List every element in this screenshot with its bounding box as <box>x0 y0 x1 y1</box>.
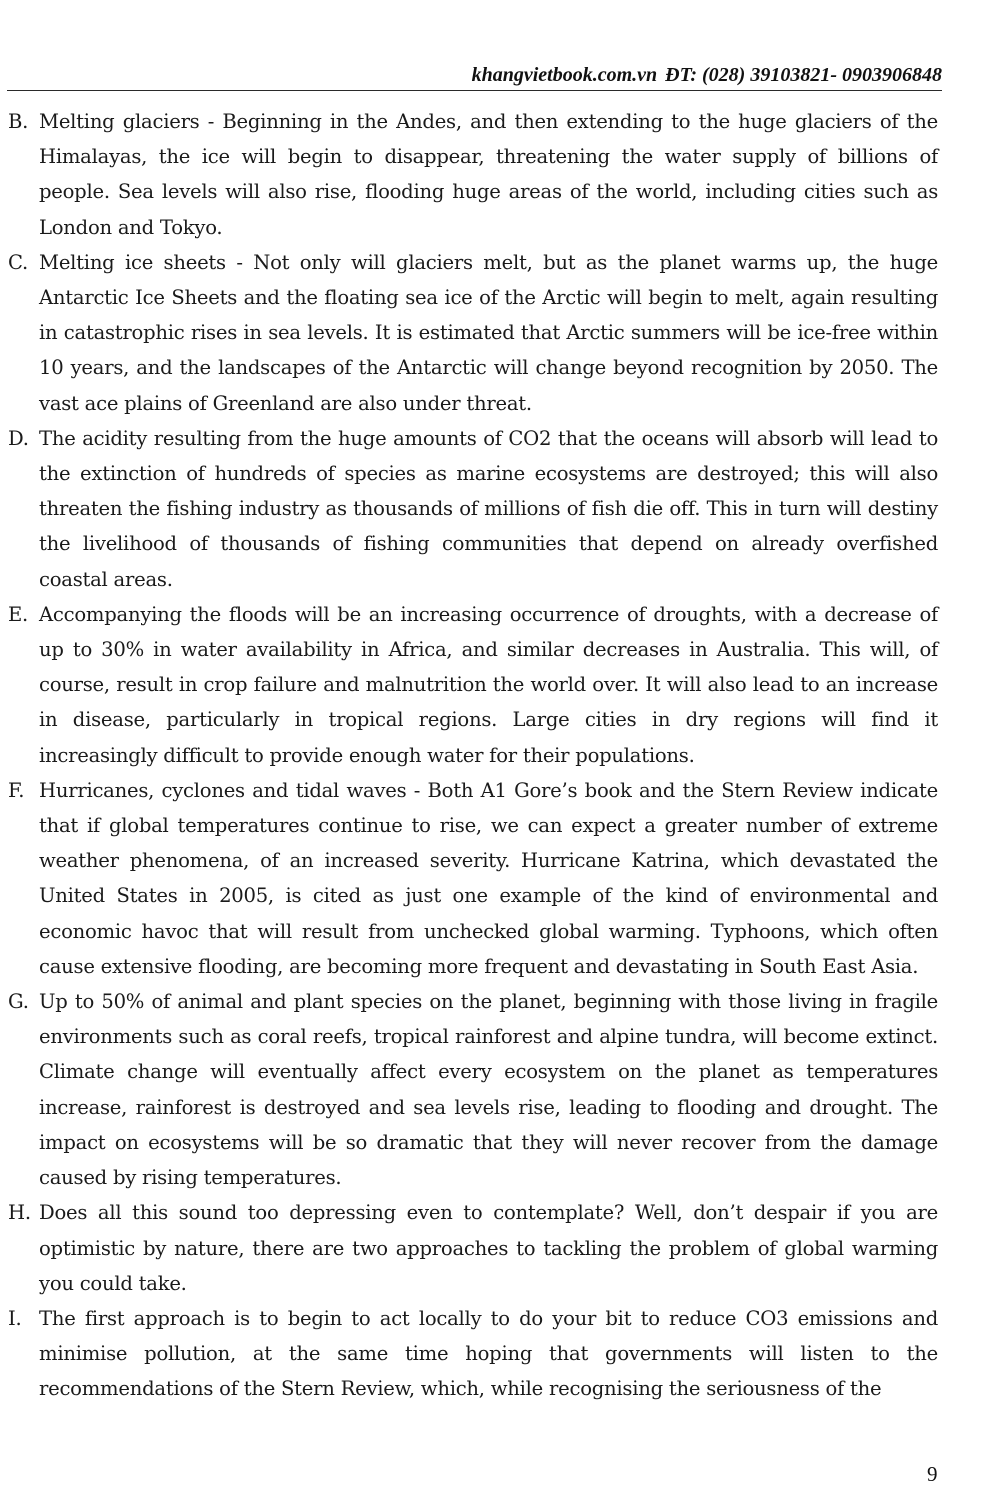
paragraph-i <box>8 1301 938 1407</box>
paragraph-label: D. <box>8 426 29 450</box>
paragraph-f <box>8 773 938 984</box>
paragraph-text: The first approach is to begin to act locally to do your bit to reduce CO3 emissions and minimise pollution, at the same time hoping that governments will listen to the recommendations of the Stern Review, which, while recognising the seriousness of the <box>39 1306 938 1401</box>
header-website: khangvietbook.com.vn <box>471 64 658 86</box>
paragraph-label: C. <box>8 250 29 274</box>
paragraph-label: F. <box>8 778 25 802</box>
paragraph-label: I. <box>8 1306 22 1330</box>
paragraph-text: Hurricanes, cyclones and tidal waves - Both A1 Gore’s book and the Stern Review indicate that if global temperatures continue to rise, we can expect a greater number of extreme weather phenomena, of an increased severity. Hurricane Katrina, which devastated the United States in 2005, is cited as just one example of the kind of environmental and economic havoc that will result from unchecked global warming. Typhoons, which often cause extensive flooding, are becoming more frequent and devastating in South East Asia. <box>39 778 938 978</box>
paragraph-label: B. <box>8 110 29 133</box>
paragraph-g <box>8 984 938 1195</box>
paragraph-b <box>8 104 938 245</box>
paragraph-text: Accompanying the floods will be an increasing occurrence of droughts, with a decrease of up to 30% in water availability in Africa, and similar decreases in Australia. This will, of course, result in crop failure and malnutrition the world over. It will also lead to an increase in disease, particularly in tropical regions. Large cities in dry regions will find it increasingly difficult to provide enough water for their populations. <box>39 602 938 767</box>
page-header <box>7 62 942 91</box>
paragraph-text: Melting glaciers - Beginning in the Andes, and then extending to the huge glaciers of the Himalayas, the ice will begin to disappear, threatening the water supply of billions of people. Sea levels will also rise, flooding huge areas of the world, including cities such as London and Tokyo. <box>39 110 938 239</box>
paragraph-label: H. <box>8 1201 31 1225</box>
paragraph-text: The acidity resulting from the huge amounts of CO2 that the oceans will absorb will lead to the extinction of hundreds of species as marine ecosystems are destroyed; this will also threaten the fishing industry as thousands of millions of fish die off. This in turn will destiny the livelihood of thousands of fishing communities that depend on already overfished coastal areas. <box>39 426 938 591</box>
document-body <box>8 104 938 1407</box>
paragraph-h <box>8 1195 938 1301</box>
paragraph-e <box>8 597 938 773</box>
paragraph-d <box>8 421 938 597</box>
paragraph-text: Up to 50% of animal and plant species on the planet, beginning with those living in fragile environments such as coral reefs, tropical rainforest and alpine tundra, will become extinct. Climate change will eventually affect every ecosystem on the planet as temperatures increase, rainforest is destroyed and sea levels rise, leading to flooding and drought. The impact on ecosystems will be so dramatic that they will never recover from the damage caused by rising temperatures. <box>39 990 938 1190</box>
paragraph-text: Does all this sound too depressing even to contemplate? Well, don’t despair if you are optimistic by nature, there are two approaches to tackling the problem of global warming you could take. <box>39 1201 938 1295</box>
paragraph-c <box>8 245 938 421</box>
page-number: 9 <box>927 1462 938 1486</box>
paragraph-label: E. <box>8 602 29 626</box>
paragraph-label: G. <box>8 990 29 1014</box>
header-phone: ĐT: (028) 39103821- 0903906848 <box>665 64 942 86</box>
paragraph-text: Melting ice sheets - Not only will glaciers melt, but as the planet warms up, the huge Antarctic Ice Sheets and the floating sea ice of the Arctic will begin to melt, again resulting in catastrophic rises in sea levels. It is estimated that Arctic summers will be ice-free within 10 years, and the landscapes of the Antarctic will change beyond recognition by 2050. The vast ace plains of Greenland are also under threat. <box>39 250 938 415</box>
